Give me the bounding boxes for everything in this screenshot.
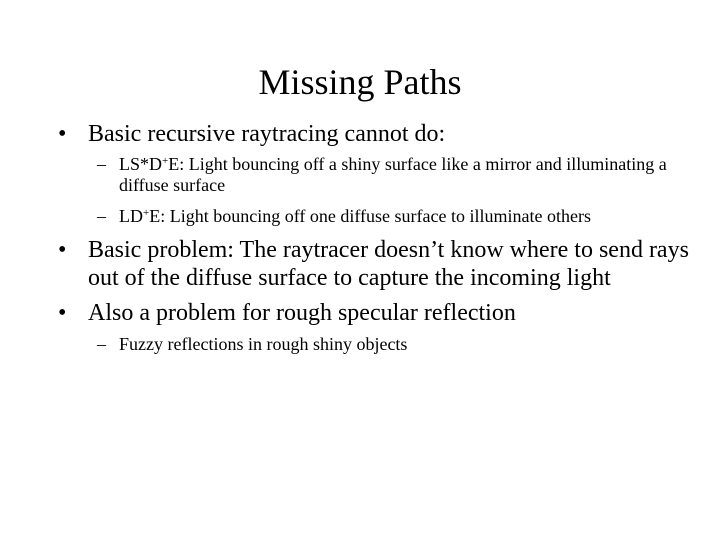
path-description: E: Light bouncing off a shiny surface like a mirror and illuminating a diffuse surface [119, 154, 667, 195]
bullet-text: Basic problem: The raytracer doesn’t know where to send rays out of the diffuse surface to capture the incoming light [88, 237, 689, 291]
bullet-text: Basic recursive raytracing cannot do: [88, 121, 446, 147]
path-description: E: Light bouncing off one diffuse surface to illuminate others [149, 206, 591, 226]
slide-title: Missing Paths [258, 62, 462, 102]
bullet-item-specular [58, 299, 698, 327]
dash-icon: – [97, 206, 106, 226]
bullet-icon: • [58, 121, 67, 147]
dash-icon: – [97, 334, 106, 354]
sub-bullet-text [119, 154, 677, 196]
path-notation: LD [119, 206, 143, 226]
sub-bullet-lsde [97, 154, 677, 196]
superscript-plus: + [162, 155, 169, 167]
sub-bullet-fuzzy-reflections [97, 334, 677, 355]
sub-bullet-lde [97, 206, 677, 227]
bullet-text: Also a problem for rough specular reflection [88, 300, 516, 326]
bullet-icon: • [58, 237, 67, 263]
dash-icon: – [97, 154, 106, 174]
superscript-plus: + [143, 207, 150, 219]
path-notation: LS*D [119, 154, 163, 174]
bullet-icon: • [58, 300, 67, 326]
bullet-item-raytracing-limits [58, 120, 698, 148]
sub-bullet-text [119, 206, 677, 227]
sub-bullet-text: Fuzzy reflections in rough shiny objects [119, 334, 408, 354]
bullet-item-basic-problem [58, 236, 698, 292]
